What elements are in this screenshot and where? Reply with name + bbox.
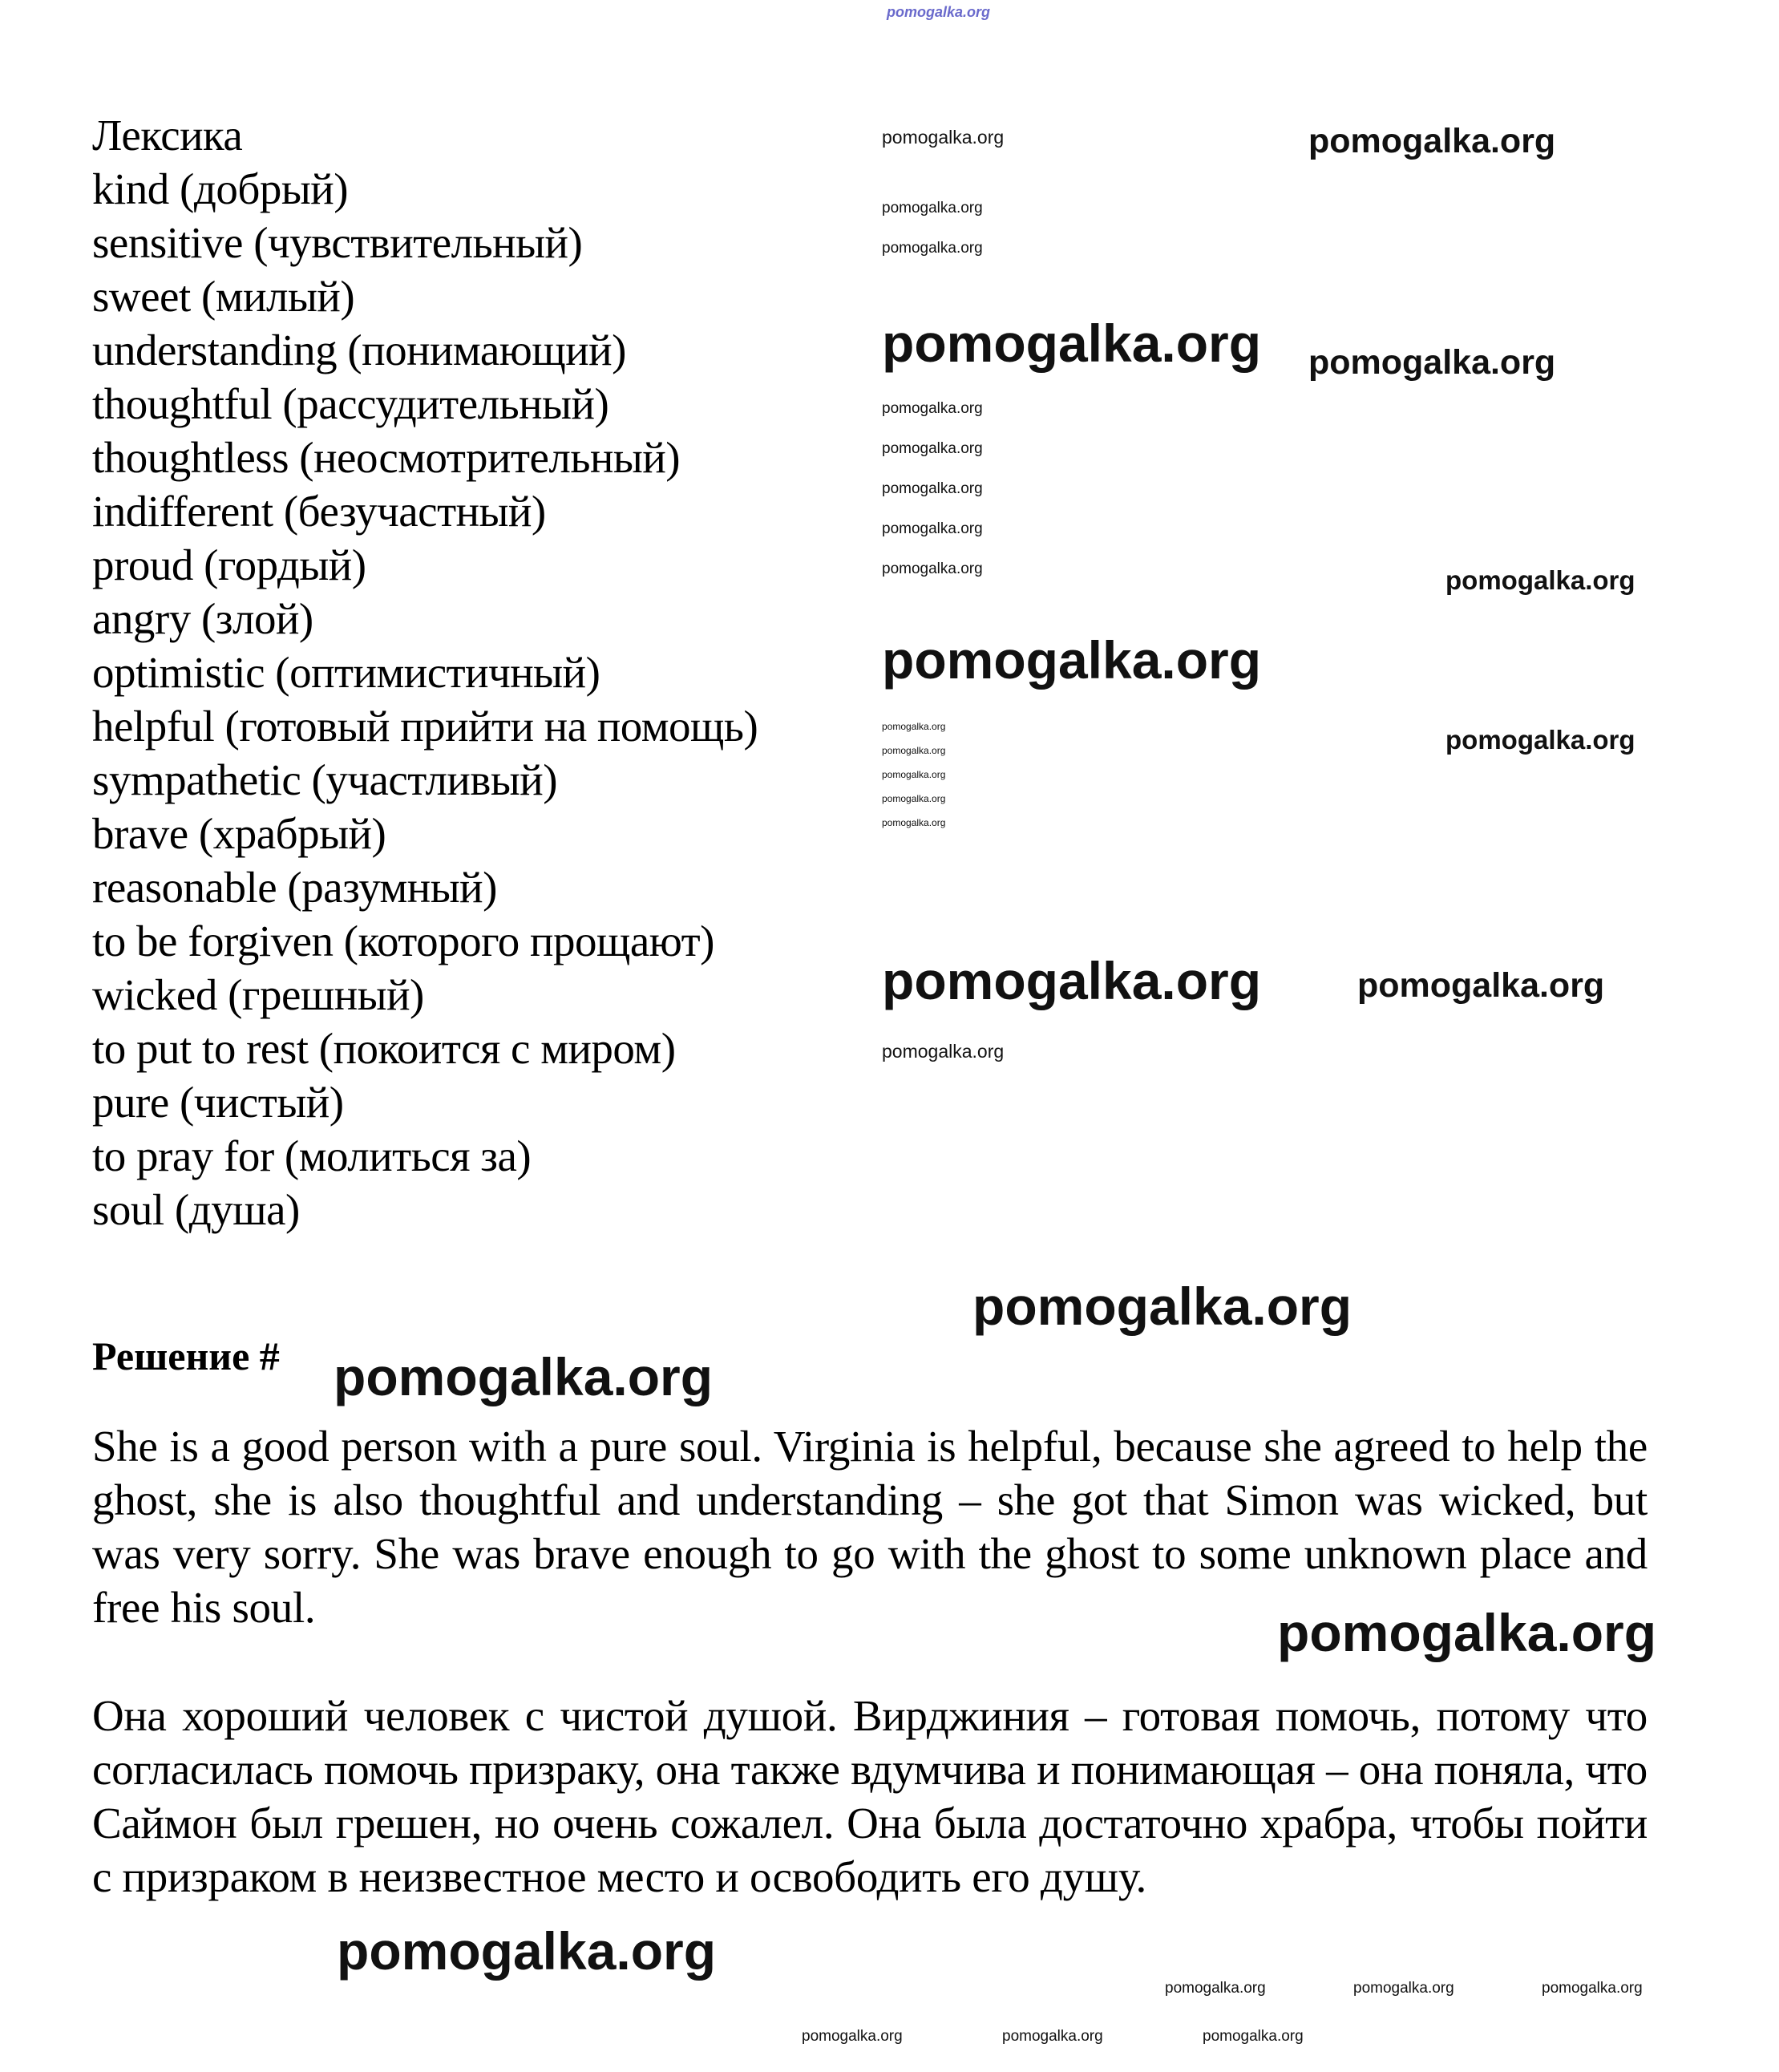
vocabulary-item: proud (гордый) <box>92 540 366 589</box>
vocabulary-list <box>92 108 758 1236</box>
watermark: pomogalka.org <box>337 1921 717 1981</box>
watermark: pomogalka.org <box>882 314 1262 373</box>
watermark: pomogalka.org <box>1353 1980 1454 1997</box>
watermark: pomogalka.org <box>882 440 983 457</box>
watermark: pomogalka.org <box>882 200 983 217</box>
vocabulary-item: sweet (милый) <box>92 272 355 321</box>
watermark: pomogalka.org <box>882 793 946 804</box>
watermark: pomogalka.org <box>882 127 1005 148</box>
vocabulary-item: sympathetic (участливый) <box>92 755 558 804</box>
watermark: pomogalka.org <box>882 480 983 497</box>
watermark: pomogalka.org <box>1203 2028 1304 2045</box>
watermark: pomogalka.org <box>882 520 983 537</box>
vocabulary-item: to put to rest (покоится с миром) <box>92 1024 676 1073</box>
watermark: pomogalka.org <box>1308 122 1556 160</box>
watermark: pomogalka.org <box>1445 725 1635 755</box>
solution-paragraph-russian: Она хороший человек с чистой душой. Вирджиния – готовая помочь, потому что согласилась помочь призраку, она также вдумчива и понимающая – она поняла, что Саймон был грешен, но очень сожалел. Она была достаточно храбра, чтобы пойти с призраком в неизвестное место и освободить его душу. <box>92 1691 1648 1901</box>
vocabulary-item: soul (душа) <box>92 1185 300 1234</box>
watermark: pomogalka.org <box>802 2028 903 2045</box>
watermark: pomogalka.org <box>882 1041 1005 1062</box>
vocabulary-item: optimistic (оптимистичный) <box>92 648 600 697</box>
vocabulary-item: indifferent (безучастный) <box>92 487 546 536</box>
vocabulary-item: brave (храбрый) <box>92 809 386 858</box>
watermark: pomogalka.org <box>882 745 946 756</box>
watermark: pomogalka.org <box>882 240 983 257</box>
watermark: pomogalka.org <box>882 630 1262 690</box>
watermark: pomogalka.org <box>882 560 983 577</box>
solution-heading: Решение # <box>92 1333 280 1378</box>
watermark: pomogalka.org <box>1542 1980 1643 1997</box>
watermark: pomogalka.org <box>1357 966 1605 1005</box>
watermark: pomogalka.org <box>882 721 946 732</box>
watermark: pomogalka.org <box>1445 565 1635 595</box>
watermark: pomogalka.org <box>334 1347 714 1406</box>
watermark: pomogalka.org <box>887 4 991 20</box>
vocabulary-item: thoughtful (рассудительный) <box>92 379 609 428</box>
vocabulary-item: helpful (готовый прийти на помощь) <box>92 702 758 751</box>
vocabulary-item: thoughtless (неосмотрительный) <box>92 433 681 482</box>
vocabulary-item: sensitive (чувствительный) <box>92 218 583 267</box>
watermark: pomogalka.org <box>1165 1980 1266 1997</box>
vocabulary-item: pure (чистый) <box>92 1078 344 1127</box>
watermark: pomogalka.org <box>1308 343 1556 382</box>
vocabulary-item: wicked (грешный) <box>92 970 424 1019</box>
watermark: pomogalka.org <box>882 769 946 780</box>
watermark: pomogalka.org <box>1277 1603 1657 1662</box>
watermark: pomogalka.org <box>972 1277 1352 1336</box>
watermark: pomogalka.org <box>1002 2028 1103 2045</box>
vocabulary-title: Лексика <box>92 111 243 160</box>
vocabulary-item: to pray for (молиться за) <box>92 1131 532 1180</box>
vocabulary-item: reasonable (разумный) <box>92 863 497 912</box>
watermark: pomogalka.org <box>882 817 946 828</box>
vocabulary-item: understanding (понимающий) <box>92 326 626 374</box>
watermark: pomogalka.org <box>882 400 983 417</box>
vocabulary-item: kind (добрый) <box>92 164 349 213</box>
watermark: pomogalka.org <box>882 951 1262 1010</box>
solution-paragraph-english: She is a good person with a pure soul. Virginia is helpful, because she agreed to help the ghost, she is also thoughtful and understanding – she got that Simon was wicked, but was very sorry. She was brave enough to go with the ghost to some unknown place and free his soul. <box>92 1422 1648 1632</box>
vocabulary-item: to be forgiven (которого прощают) <box>92 917 714 965</box>
vocabulary-item: angry (злой) <box>92 594 313 643</box>
